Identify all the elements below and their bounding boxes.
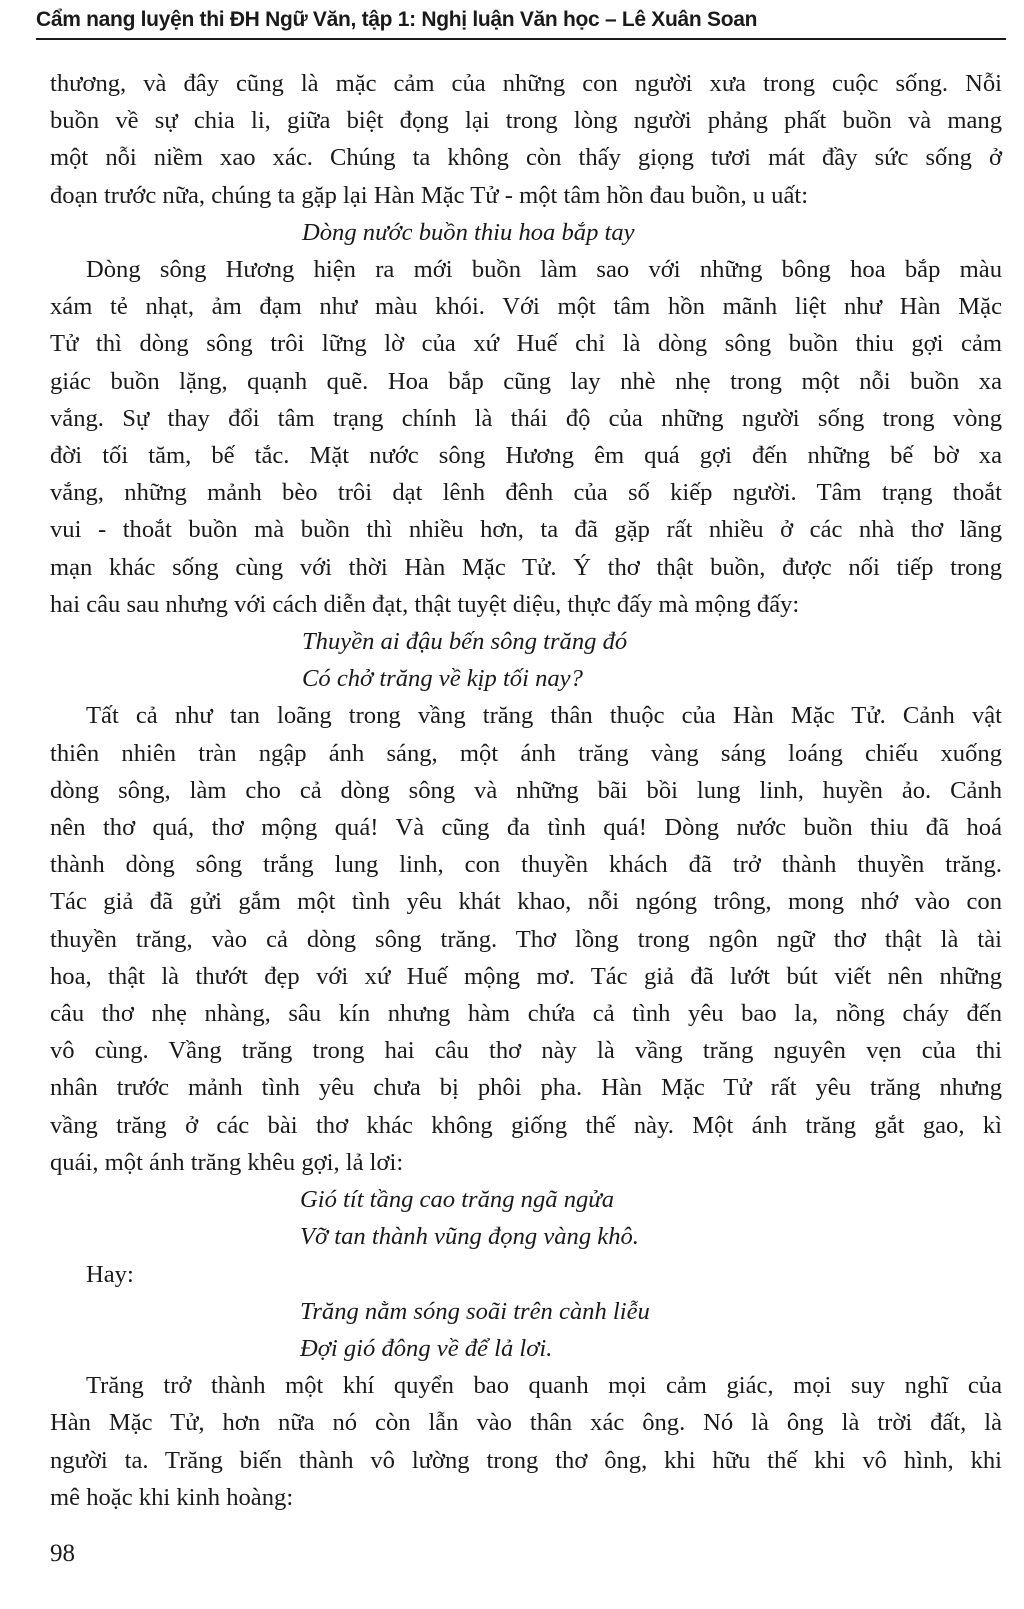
text-line: đời tối tăm, bế tắc. Mặt nước sông Hương êm quá gợi đến những bế bờ xa [50,442,1002,470]
text-line: nên thơ quá, thơ mộng quá! Và cũng đa tình quá! Dòng nước buồn thiu đã hoá [50,814,1002,842]
text-line: vui - thoắt buồn mà buồn thì nhiều hơn, ta đã gặp rất nhiều ở các nhà thơ lãng [50,516,1002,544]
running-header: Cẩm nang luyện thi ĐH Ngữ Văn, tập 1: Nghị luận Văn học – Lê Xuân Soan [36,8,1006,40]
text-line: một nỗi niềm xao xác. Chúng ta không còn thấy giọng tươi mát đầy sức sống ở [50,144,1002,172]
text-line: dòng sông, làm cho cả dòng sông và những bãi bồi lung linh, huyền ảo. Cảnh [50,776,1002,804]
text-line: người ta. Trăng biến thành vô lường trong thơ ông, khi hữu thế khi vô hình, khi [50,1446,1002,1474]
verse-line: Vỡ tan thành vũng đọng vàng khô. [300,1223,639,1251]
text-line: nhân trước mảnh tình yêu chưa bị phôi pha. Hàn Mặc Tử rất yêu trăng nhưng [50,1074,1002,1102]
verse-4 [50,1293,1002,1367]
paragraph-2 [50,251,1002,623]
text-line: Tất cả như tan loãng trong vầng trăng thân thuộc của Hàn Mặc Tử. Cảnh vật [86,702,1002,730]
verse-1 [50,214,1002,251]
hay-label: Hay: [86,1260,134,1288]
text-line: hoa, thật là thướt đẹp với xứ Huế mộng mơ. Tác giả đã lướt bút viết nên những [50,962,1002,990]
verse-line: Gió tít tầng cao trăng ngã ngửa [300,1186,615,1214]
text-line: Dòng sông Hương hiện ra mới buồn làm sao với những bông hoa bắp màu [86,256,1002,284]
text-line: mê hoặc khi kinh hoàng: [50,1483,294,1511]
verse-line: Trăng nằm sóng soãi trên cành liễu [300,1297,650,1325]
text-line: vắng, những mảnh bèo trôi dạt lênh đênh của số kiếp người. Tâm trạng thoắt [50,479,1002,507]
text-line: vầng trăng ở các bài thơ khác không giống thế này. Một ánh trăng gắt gao, kì [50,1111,1002,1139]
text-line: thiên nhiên tràn ngập ánh sáng, một ánh trăng vàng sáng loáng chiếu xuống [50,739,1002,767]
verse-line: Đợi gió đông về để lả lơi. [300,1334,553,1362]
body-text [50,65,1002,1516]
verse-line: Dòng nước buồn thiu hoa bắp tay [302,218,635,246]
paragraph-4 [50,1367,1002,1516]
text-line: hai câu sau nhưng với cách diễn đạt, thật tuyệt diệu, thực đấy mà mộng đấy: [50,590,800,618]
text-line: Hàn Mặc Tử, hơn nữa nó còn lẫn vào thân xác ông. Nó là ông là trời đất, là [50,1409,1002,1437]
text-line: vắng. Sự thay đổi tâm trạng chính là thái độ của những người sống trong vòng [50,404,1002,432]
text-line: Tử thì dòng sông trôi lững lờ của xứ Huế chỉ là dòng sông buồn thiu gợi cảm [50,330,1002,358]
verse-line: Thuyền ai đậu bến sông trăng đó [302,628,628,656]
text-line: thương, và đây cũng là mặc cảm của những con người xưa trong cuộc sống. Nỗi [50,70,1002,97]
paragraph-3 [50,697,1002,1181]
text-line: mạn khác sống cùng với thời Hàn Mặc Tử. Ý thơ thật buồn, được nối tiếp trong [50,553,1002,581]
text-line: câu thơ nhẹ nhàng, sâu kín nhưng hàm chứa cả tình yêu bao la, nồng cháy đến [50,1000,1002,1028]
text-line: thuyền trăng, vào cả dòng sông trăng. Thơ lồng trong ngôn ngữ thơ thật là tài [50,925,1002,953]
text-line: đoạn trước nữa, chúng ta gặp lại Hàn Mặc Tử - một tâm hồn đau buồn, u uất: [50,181,809,209]
text-line: giác buồn lặng, quạnh quẽ. Hoa bắp cũng lay nhè nhẹ trong một nỗi buồn xa [50,367,1002,395]
text-line: Trăng trở thành một khí quyển bao quanh mọi cảm giác, mọi suy nghĩ của [86,1372,1002,1400]
text-line: quái, một ánh trăng khêu gợi, lả lơi: [50,1148,404,1176]
text-line: vô cùng. Vầng trăng trong hai câu thơ này là vầng trăng nguyên vẹn của thi [50,1037,1002,1065]
verse-line: Có chở trăng về kịp tối nay? [302,665,583,693]
text-line: Tác giả đã gửi gắm một tình yêu khát khao, nỗi ngóng trông, mong nhớ vào con [50,888,1002,916]
page-number: 98 [50,1540,75,1567]
verse-2 [50,623,1002,697]
text-line: buồn về sự chia li, giữa biệt đọng lại trong lòng người phảng phất buồn và mang [50,107,1002,135]
paragraph-1 [50,65,1002,214]
text-line: xám tẻ nhạt, ảm đạm như màu khói. Với một tâm hồn mãnh liệt như Hàn Mặc [50,293,1002,321]
text-line: thành dòng sông trắng lung linh, con thuyền khách đã trở thành thuyền trăng. [50,851,1002,879]
verse-3 [50,1181,1002,1255]
